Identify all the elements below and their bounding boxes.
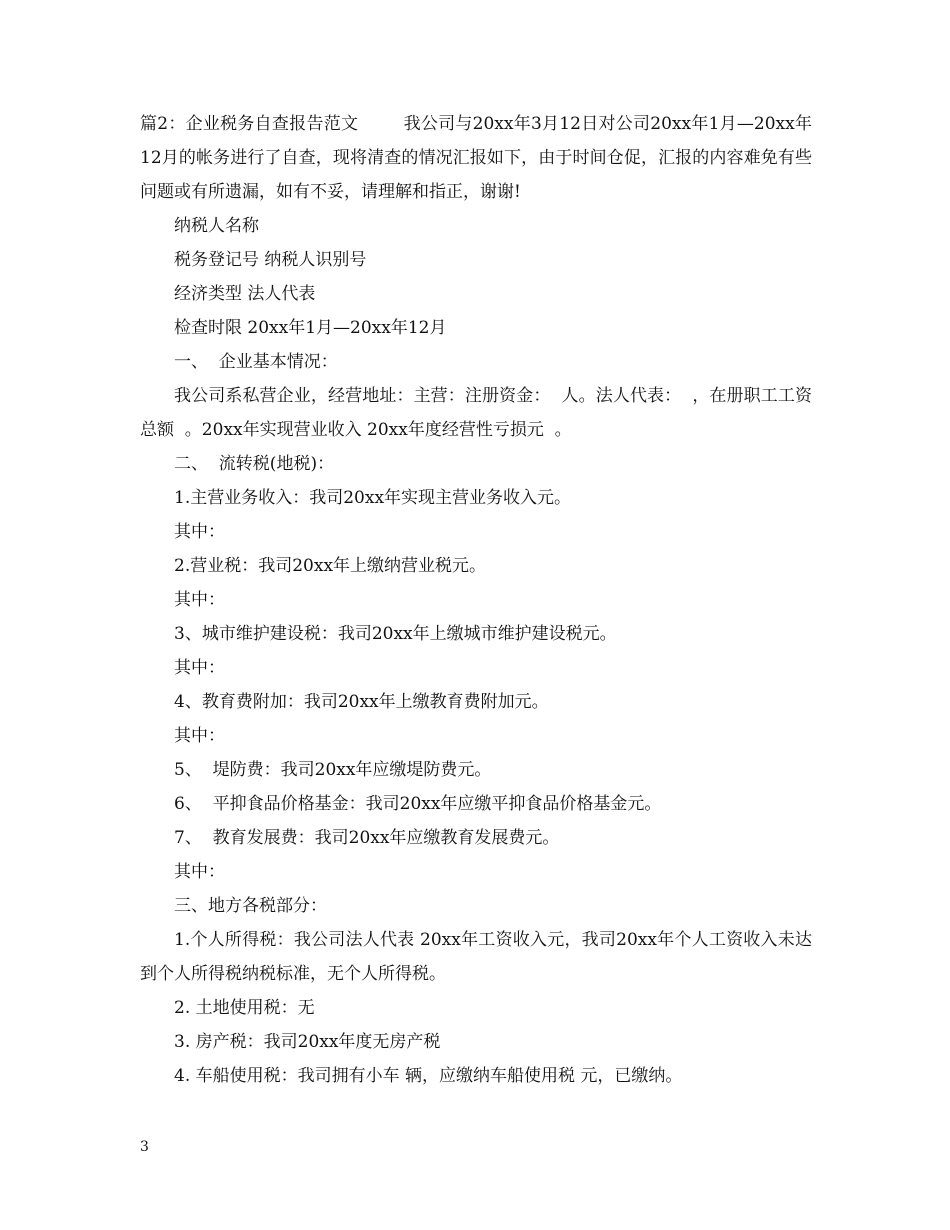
tax-registration-line: 税务登记号 纳税人识别号: [174, 250, 367, 270]
among-which-line-1: 其中：: [174, 522, 225, 542]
economic-type-line: 经济类型 法人代表: [174, 284, 316, 304]
page-number: 3: [140, 1139, 149, 1155]
section-heading-2: 二、 流转税(地税)：: [174, 454, 335, 474]
among-which-line-5: 其中：: [174, 862, 225, 882]
among-which-line-2: 其中：: [174, 590, 225, 610]
levee-fee-item: 5、 堤防费：我司20xx年应缴堤防费元。: [174, 760, 492, 780]
urban-maintenance-tax-item: 3、城市维护建设税：我司20xx年上缴城市维护建设税元。: [174, 624, 617, 644]
land-use-tax-item: 2. 土地使用税：无: [174, 998, 315, 1018]
section-heading-1: 一、 企业基本情况：: [174, 352, 338, 372]
personal-income-tax-item: 1.个人所得税：我公司法人代表 20xx年工资收入元，我司20xx年个人工资收入未达到个人所得税纳税标准，无个人所得税。: [140, 930, 812, 984]
main-business-income-item: 1.主营业务收入：我司20xx年实现主营业务收入元。: [174, 488, 572, 508]
education-development-fee-item: 7、 教育发展费：我司20xx年应缴教育发展费元。: [174, 828, 560, 848]
vehicle-vessel-tax-item: 4. 车船使用税：我司拥有小车 辆，应缴纳车船使用税 元，已缴纳。: [174, 1066, 683, 1086]
section-heading-3: 三、地方各税部分：: [174, 896, 327, 916]
inspection-period-line: 检查时限 20xx年1月—20xx年12月: [174, 318, 447, 338]
among-which-line-3: 其中：: [174, 658, 225, 678]
food-price-fund-item: 6、 平抑食品价格基金：我司20xx年应缴平抑食品价格基金元。: [174, 794, 662, 814]
company-basic-info-paragraph: 我公司系私营企业，经营地址：主营：注册资金： 人。法人代表： ，在册职工工资总额 。20xx年实现营业收入 20xx年度经营性亏损元 。: [140, 386, 812, 440]
taxpayer-name-line: 纳税人名称: [174, 216, 259, 236]
education-surcharge-item: 4、教育费附加：我司20xx年上缴教育费附加元。: [174, 692, 549, 712]
intro-paragraph: 篇2：企业税务自查报告范文 我公司与20xx年3月12日对公司20xx年1月—20xx年12月的帐务进行了自查，现将清查的情况汇报如下，由于时间仓促，汇报的内容难免有些问题或有所遗漏，如有不妥，请理解和指正，谢谢!: [140, 114, 812, 202]
property-tax-item: 3. 房产税：我司20xx年度无房产税: [174, 1032, 441, 1052]
document-body: [140, 107, 812, 1093]
among-which-line-4: 其中：: [174, 726, 225, 746]
business-tax-item: 2.营业税：我司20xx年上缴纳营业税元。: [174, 556, 487, 576]
